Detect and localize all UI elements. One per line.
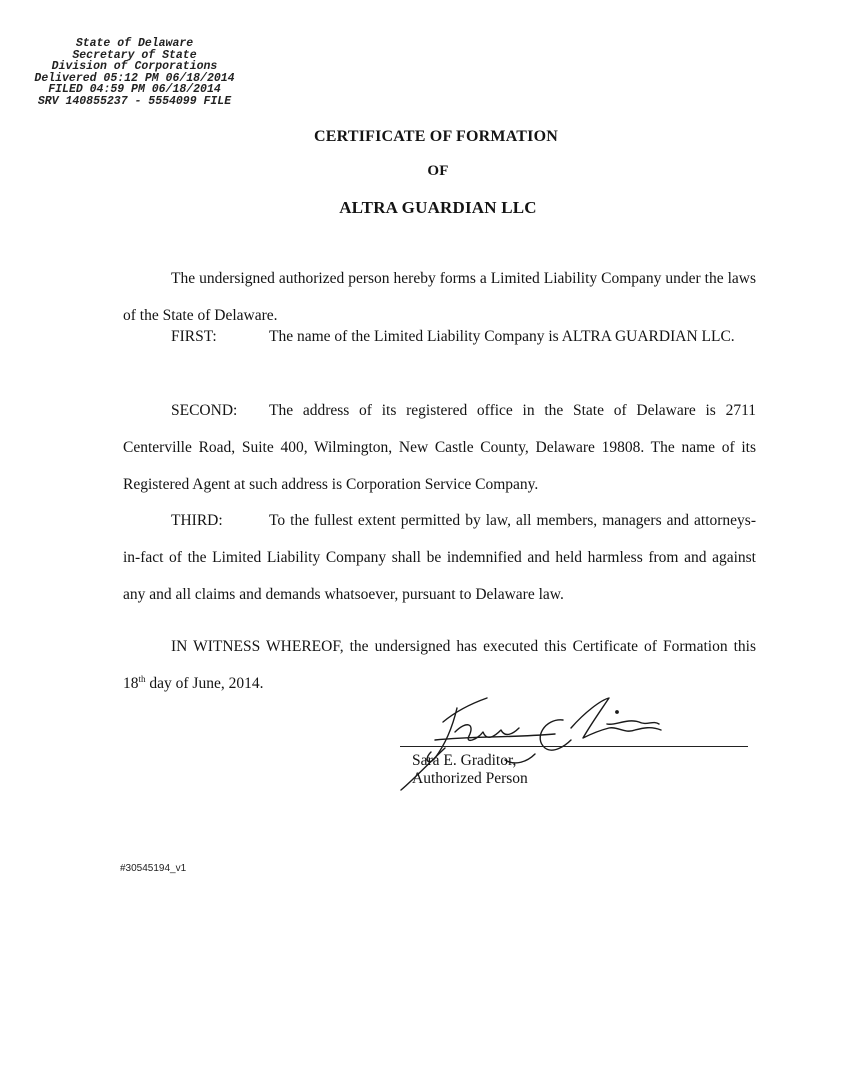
stamp-line: SRV 140855237 - 5554099 FILE: [37, 94, 232, 108]
article-label: FIRST:: [171, 328, 217, 345]
stamp-line: State of Delaware: [75, 37, 194, 50]
document-title: CERTIFICATE OF FORMATION: [314, 128, 558, 145]
article-third: [123, 502, 756, 613]
stamp-line: Division of Corporations: [51, 60, 218, 74]
signature-line: [400, 746, 748, 747]
article-text: The name of the Limited Liability Company is ALTRA GUARDIAN LLC.: [269, 328, 735, 345]
document-id: #30545194_v1: [120, 863, 187, 874]
intro-paragraph: The undersigned authorized person hereby forms a Limited Liability Company under the laws of the State of Delaware.: [123, 269, 756, 324]
stamp-line: Secretary of State: [72, 48, 197, 62]
article-label: SECOND:: [171, 402, 238, 419]
article-text: To the fullest extent permitted by law, all members, managers and attorneys-in-fact of the Limited Liability Company shall be indemnified and held harmless from and against any and all claims and demands whatsoever, pursuant to Delaware law.: [123, 512, 756, 603]
filing-stamp: [22, 38, 247, 108]
signer-block: [412, 752, 528, 788]
signer-title: Authorized Person: [412, 770, 528, 787]
article-first: [123, 318, 756, 355]
article-second: [123, 392, 756, 503]
stamp-line: Delivered 05:12 PM 06/18/2014: [34, 71, 235, 85]
signer-name: Sara E. Graditor,: [412, 752, 517, 769]
article-label: THIRD:: [171, 512, 223, 529]
stamp-line: FILED 04:59 PM 06/18/2014: [48, 83, 221, 97]
witness-text-end: day of June, 2014.: [145, 674, 264, 692]
company-name: ALTRA GUARDIAN LLC: [339, 198, 537, 217]
article-text: The address of its registered office in the State of Delaware is 2711 Centerville Road, Suite 400, Wilmington, New Castle County, Delaware 19808. The name of its Registered Agent at such address is Corporation Service Company.: [123, 402, 756, 493]
ordinal-suffix: th: [138, 673, 146, 684]
witness-text: IN WITNESS WHEREOF, the undersigned has executed this Certificate of Formation this 18: [123, 637, 756, 692]
title-of: OF: [427, 163, 449, 179]
